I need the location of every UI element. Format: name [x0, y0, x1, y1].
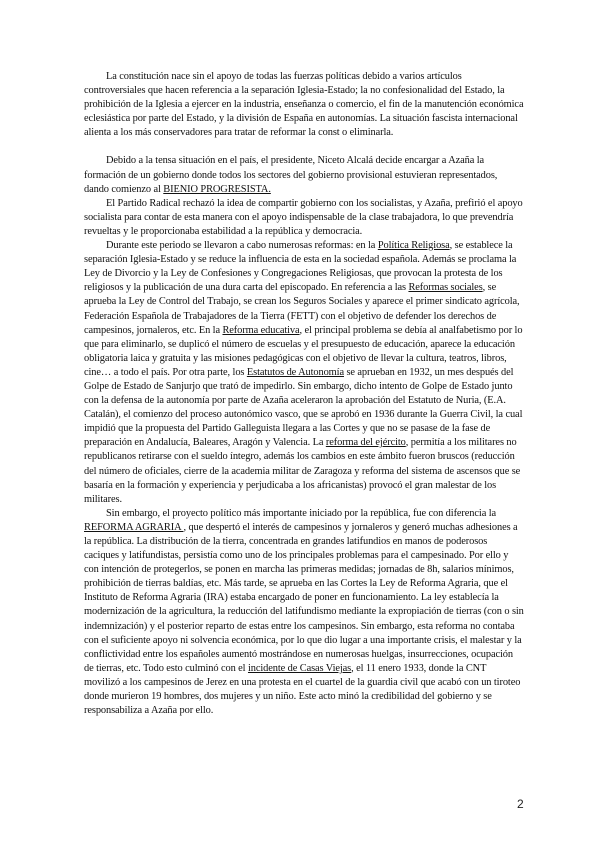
text-run: Sin embargo, el proyecto político más importante iniciado por la república, fue con diferencia la	[106, 507, 497, 519]
page-number: 2	[517, 797, 524, 811]
paragraph-reforma-agraria	[84, 507, 524, 718]
text-run: , se establece la separación Iglesia-Estado y se reduce la influencia de esta en la sociedad española. Además se proclama la Ley de Divorcio y la Ley de Confesiones y Congregaciones Religiosas, que provocan la protesta de los religiosos y la publicación de una dura carta del episcopado. En referencia a las	[84, 240, 517, 294]
underlined-term-estatutos-autonomia: Estatutos de Autonomía	[246, 366, 344, 378]
text-run: Durante este periodo se llevaron a cabo numerosas reformas: en la	[106, 240, 378, 252]
underlined-term-reforma-educativa: Reforma educativa	[222, 324, 300, 336]
paragraph-reformas	[84, 239, 524, 507]
text-run: , permitía a los militares no republicanos retirarse con el sueldo íntegro, además los cambios en este ámbito fueron bruscos (reducción del número de oficiales, cierre de la academia militar de Zaragoza y reforma del sistema de ascensos que se basaría en la formación y experiencia y perjudicaba a los africanistas) provocó el gran malestar de los militares.	[84, 437, 521, 505]
text-run: , que despertó el interés de campesinos y jornaleros y generó muchas adhesiones a la república. La distribución de la tierra, concentrada en grandes latifundios en manos de poderosos caciques y latifundistas, persistía como uno de los principales problemas para el campesinado. Por ello y con intención de protegerlos, se ponen en marcha las primeras medidas; jornadas de 8h, salarios mínimos, prohibición de tierras baldías, etc. Más tarde, se aprueba en las Cortes la Ley de Reforma Agraria, que el Instituto de Reforma Agraria (IRA) estaba encargado de poner en funcionamiento. La ley establecía la modernización de la agricultura, la reducción del latifundismo mediante la expropiación de tierras (con o sin indemnización) y el posterior reparto de estas entre los campesinos. Sin embargo, esta reforma no contaba con el suficiente apoyo ni solvencia económica, por lo que dio lugar a una importante crisis, el malestar y la conflictividad entre los españoles aumentó mostrándose en numerosas huelgas, insurrecciones, ocupación de tierras, etc. Todo esto culminó con el	[84, 521, 524, 674]
text-run: Debido a la tensa situación en el país, el presidente, Niceto Alcalá decide encargar a Azaña la formación de un gobierno donde todos los sectores del gobierno provisional estuvieran representados, dando comienzo al	[84, 155, 498, 195]
paragraph-partido-radical: El Partido Radical rechazó la idea de compartir gobierno con los socialistas, y Azaña, prefirió el apoyo socialista para contar de esta manera con el apoyo indispensable de la clase trabajadora, lo que prevendría revueltas y le proporcionaba estabilidad a la república y democracia.	[84, 197, 523, 237]
paragraph-gap	[84, 140, 524, 154]
paragraph-constitucion: La constitución nace sin el apoyo de todas las fuerzas políticas debido a varios artículos controversiales que hacen referencia a la separación Iglesia-Estado; la no confesionalidad del Estado, la prohibición de la Iglesia a ejercer en la industria, enseñanza o comercio, el fin de la manutención económica eclesiástica por parte del Estado, y la división de España en autonomías. La situación fascista internacional alienta a los más conservadores para tratar de reformar la const o eliminarla.	[84, 71, 524, 139]
underlined-term-bienio-progresista: BIENIO PROGRESISTA.	[163, 183, 271, 195]
text-run: , el principal problema se debía al analfabetismo por lo que para eliminarlo, se duplicó el número de escuelas y el presupuesto de educación, aparece la educación obligatoria laica y gratuita y las misiones pedagógicas con el objetivo de llevar la cultura, teatros, libros, cine… a todo el país. Por otra parte, los	[84, 324, 523, 378]
paragraph-bienio	[84, 154, 524, 196]
text-run: , se aprueba la Ley de Control del Trabajo, se crean los Seguros Sociales y aparece el primer sindicato agrícola, Federación Española de Trabajadores de la Tierra (FETT) con el objetivo de defender los derechos de campesinos, jornaleros, etc. En la	[84, 282, 520, 336]
underlined-term-politica-religiosa: Política Religiosa	[377, 240, 450, 252]
underlined-term-casas-viejas: incidente de Casas Viejas	[247, 662, 352, 674]
underlined-term-reforma-agraria: REFORMA AGRARIA	[84, 521, 184, 533]
text-run: se aprueban en 1932, un mes después del Golpe de Estado de Sanjurjo que trató de impedirlo. Sin embargo, dicho intento de Golpe de Estado junto con la defensa de la autonomía por parte de Azaña aceleraron la aprobación del Estatuto de Nuria, (E.A. Catalán), el comienzo del proceso autonómico vasco, que se aprobó en 1936 durante la Guerra Civil, la cual impidió que la propuesta del Partido Galleguista llegara a las Cortes y que no se pasase de la fase de preparación en Andalucía, Baleares, Aragón y Valencia. La	[84, 366, 523, 449]
document-body	[84, 70, 524, 718]
text-run: , el 11 enero 1933, donde la CNT movilizó a los campesinos de Jerez en una protesta en el cuartel de la guardia civil que acabó con un tiroteo donde murieron 19 hombres, dos mujeres y un niño. Este acto minó la credibilidad del gobierno y se responsabiliza a Azaña por ello.	[84, 662, 521, 717]
underlined-term-reformas-sociales: Reformas sociales	[408, 282, 483, 294]
underlined-term-reforma-ejercito: reforma del ejército	[325, 437, 406, 449]
